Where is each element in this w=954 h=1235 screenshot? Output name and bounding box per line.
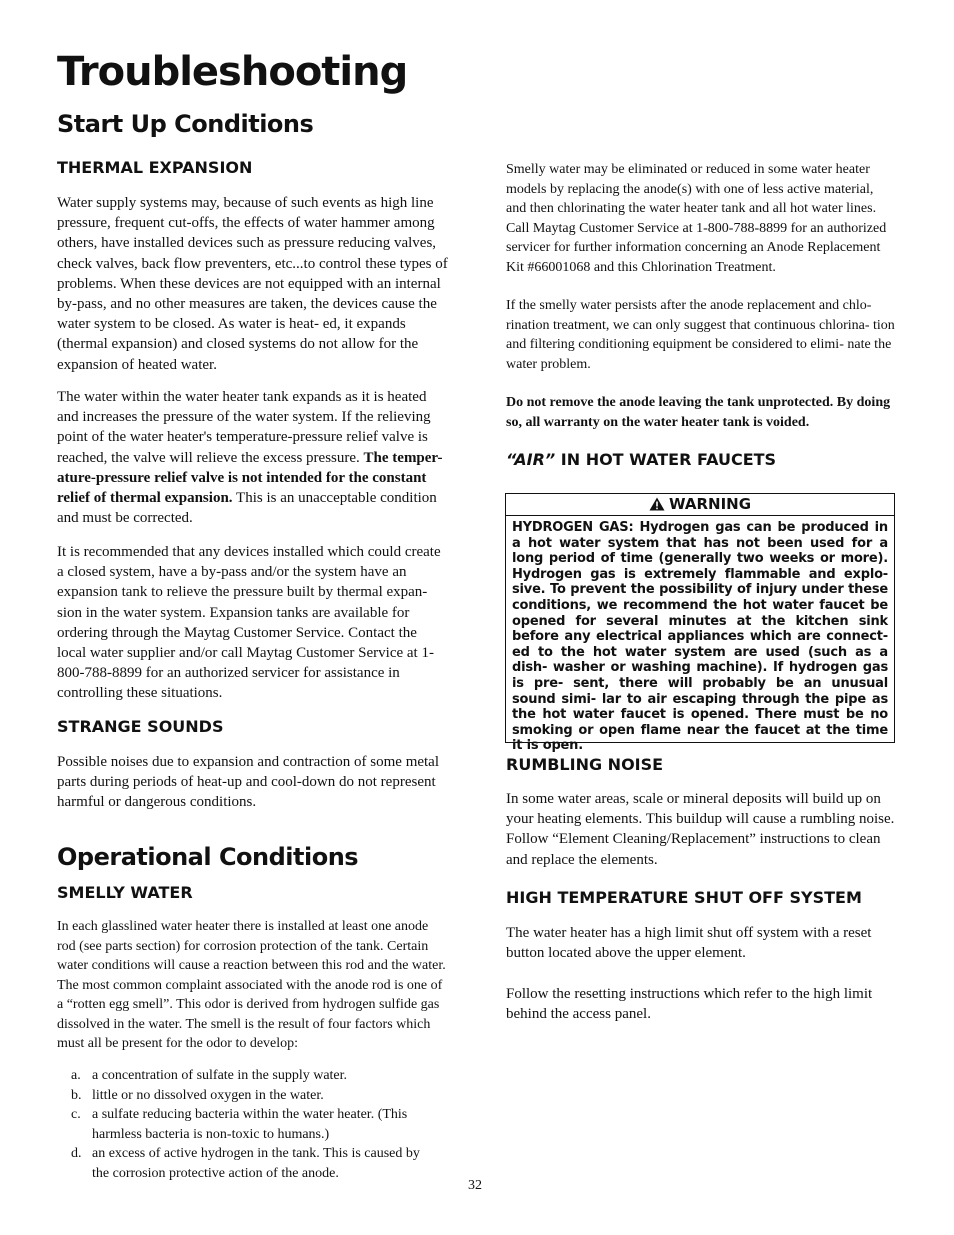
page-number: 32 bbox=[468, 1178, 482, 1193]
warning-label: WARNING bbox=[668, 495, 752, 513]
strange-sounds-paragraph: Possible noises due to expansion and contraction of some metal parts during periods of heat-up and cool-down do not represent harmful or dangerous conditions. bbox=[57, 754, 440, 811]
warning-header bbox=[506, 494, 894, 516]
rumbling-noise-paragraph: In some water areas, scale or mineral deposits will build up on your heating elements. This buildup will cause a rumbling noise. Follow “Element Cleaning/Replacement” instructions to clean and replace the elements. bbox=[506, 791, 895, 868]
smelly-water-paragraph-1: In each glasslined water heater there is installed at least one anode rod (see parts section) for corrosion protection of the tank. Certain water conditions will cause a reaction between this rod and the water. The most common complaint associated with the anode rod is one of a “rotten egg smell”. This odor is derived from hydrogen sulfide gas dissolved in the water. The smell is the result of four factors which must all be present for the odor to develop: bbox=[57, 919, 446, 1051]
operational-heading: Operational Conditions bbox=[57, 843, 359, 871]
thermal-expansion-paragraph-1: Water supply systems may, because of such events as high line pressure, frequent cut-offs, the effects of water hammer among others, have installed devices such as pressure reducing valves, check valves, back flow preventers, etc...to control these types of problems. When these devices are not equipped with an internal by-pass, and no other measures are taken, the devices cause the water system to be closed. As water is heat- ed, it expands (thermal expansion) and closed systems do not allow for the expansion of heated water. bbox=[57, 195, 448, 373]
thermal-expansion-p2-text-b: This is an unacceptable condition and must be corrected. bbox=[57, 490, 437, 527]
smelly-water-heading: SMELLY WATER bbox=[57, 883, 193, 902]
list-item bbox=[57, 1086, 437, 1106]
thermal-expansion-heading: THERMAL EXPANSION bbox=[57, 158, 253, 177]
start-up-heading: Start Up Conditions bbox=[57, 110, 314, 138]
air-heading-rest: IN HOT WATER FAUCETS bbox=[555, 450, 777, 469]
high-temp-paragraph-2: Follow the resetting instructions which refer to the high limit behind the access panel. bbox=[506, 986, 873, 1023]
warning-text: HYDROGEN GAS: Hydrogen gas can be produced in a hot water system that has not been used for a long period of time (generally two weeks or more). Hydrogen gas is extremely flammable and explo- sive. To prevent the possibility of injury under these conditions, we recommend the hot water faucet be opened for several minutes at the kitchen sink before any electrical appliances which are connect- ed to the hot water system are used (such as a dish- washer or washing machine). If hydrogen gas is pre- sent, there will probably be an unusual sound simi- lar to air escaping through the pipe as the hot water faucet is opened. There must be no smoking or open flame near the faucet at the time it is open. bbox=[512, 520, 888, 754]
thermal-expansion-p2-text-a: The water within the water heater tank expands as it is heated and increases the pressure of the water system. If the relieving point of the water heater's temperature-pressure relief valve is reached, the valve will relieve the excess pressure. bbox=[57, 389, 431, 466]
high-temp-heading: HIGH TEMPERATURE SHUT OFF SYSTEM bbox=[506, 888, 862, 907]
list-item-text: a sulfate reducing bacteria within the water heater. (This harmless bacteria is non-toxic to humans.) bbox=[92, 1107, 408, 1142]
list-item-text: an excess of active hydrogen in the tank. This is caused by the corrosion protective action of the anode. bbox=[92, 1146, 420, 1181]
list-marker: a. bbox=[71, 1068, 81, 1083]
smelly-water-paragraph-2: Smelly water may be eliminated or reduced in some water heater models by replacing the anode(s) with one of less active material, and then chlorinating the water heater tank and all hot water lines. Call Maytag Customer Service at 1-800-788-8899 for an authorized servicer for further information concerning an Anode Replacement Kit #66001068 and this Chlorination Treatment. bbox=[506, 162, 887, 275]
hydrogen-warning-box bbox=[505, 493, 895, 754]
list-item bbox=[57, 1144, 437, 1183]
thermal-expansion-paragraph-2 bbox=[57, 387, 449, 528]
warning-triangle-icon bbox=[649, 497, 665, 511]
list-marker: c. bbox=[71, 1107, 81, 1122]
list-item bbox=[57, 1105, 437, 1144]
thermal-expansion-p2-bold: The temper- ature-pressure relief valve is not intended for the constant relief of thermal expansion. bbox=[57, 449, 443, 507]
high-temp-paragraph-1: The water heater has a high limit shut off system with a reset button located above the upper element. bbox=[506, 925, 872, 962]
strange-sounds-heading: STRANGE SOUNDS bbox=[57, 717, 224, 736]
anode-warning-paragraph: Do not remove the anode leaving the tank unprotected. By doing so, all warranty on the water heater tank is voided. bbox=[506, 395, 891, 430]
page-title: Troubleshooting bbox=[57, 49, 408, 95]
air-heading-italic: “AIR” bbox=[506, 450, 556, 469]
odor-factors-list bbox=[57, 1066, 437, 1183]
rumbling-noise-heading: RUMBLING NOISE bbox=[506, 755, 664, 774]
list-item-text: a concentration of sulfate in the supply water. bbox=[92, 1068, 348, 1083]
list-marker: d. bbox=[71, 1146, 82, 1161]
list-item-text: little or no dissolved oxygen in the water. bbox=[92, 1087, 324, 1103]
thermal-expansion-paragraph-3: It is recommended that any devices installed which could create a closed system, have a by-pass and/or the system have an expansion tank to relieve the pressure built by thermal expan- sion in the water system. Expansion tanks are available for ordering through the Maytag Customer Service. Contact the local water supplier and/or call Maytag Customer Service at 1-800-788-8899 for an authorized servicer for assistance in controlling these situations. bbox=[57, 544, 441, 702]
list-marker: b. bbox=[71, 1087, 82, 1103]
smelly-water-paragraph-3: If the smelly water persists after the anode replacement and chlo- rination treatment, we can only suggest that continuous chlorina- tion and filtering conditioning equipment be considered to elimi- nate the water problem. bbox=[506, 298, 895, 372]
list-item bbox=[57, 1066, 437, 1086]
air-in-faucets-heading bbox=[506, 452, 776, 468]
